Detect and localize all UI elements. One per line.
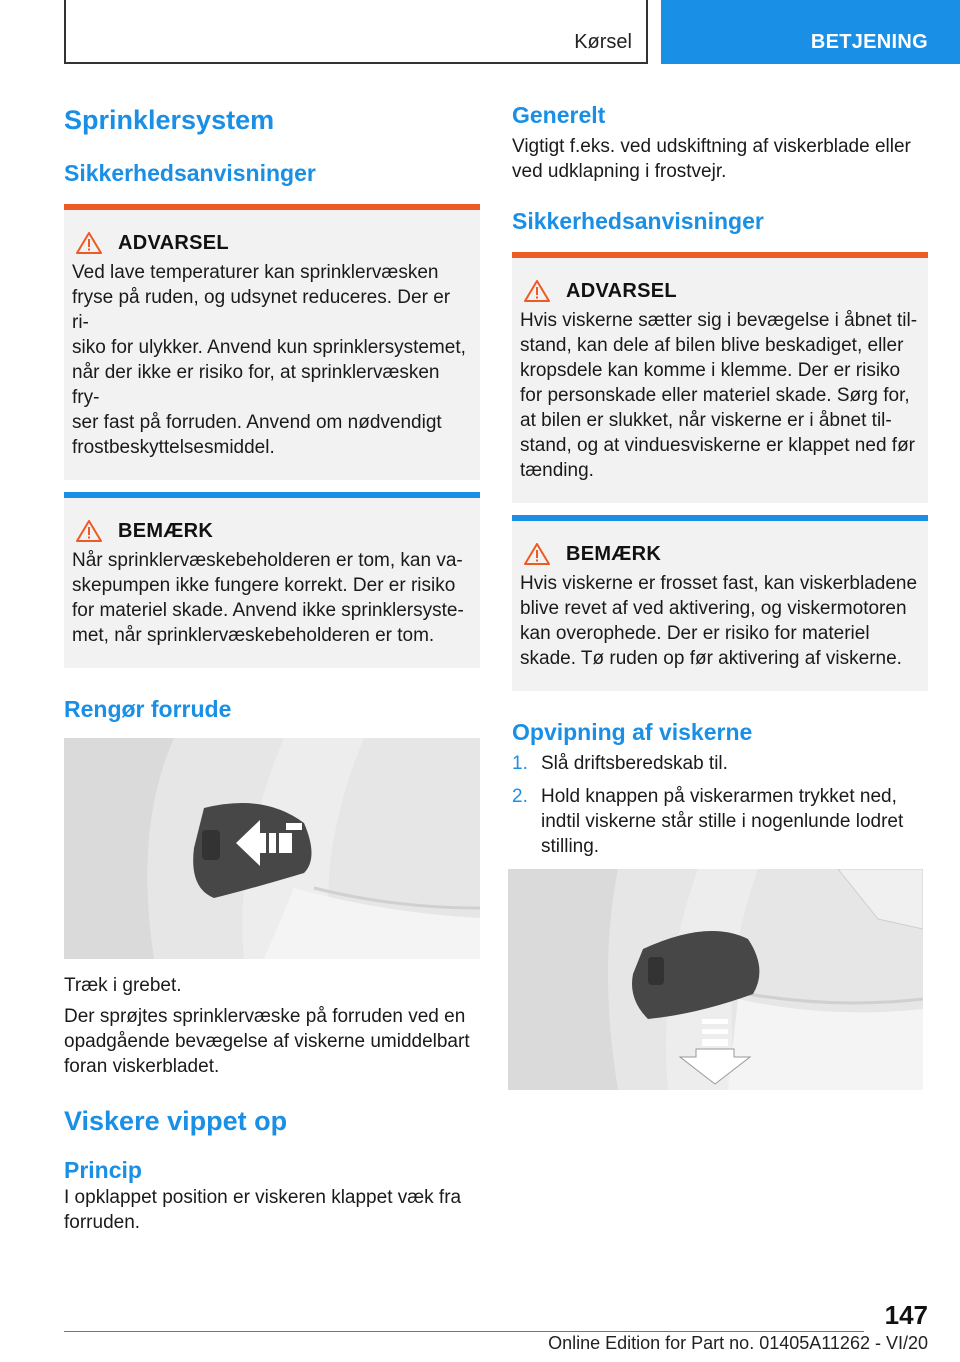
warning-line: Hvis viskerne sætter sig i bevægelse i åbnet til- bbox=[520, 310, 918, 331]
warning-line: stand, kan dele af bilen blive beskadiget, eller bbox=[520, 335, 904, 356]
clean-text-line: opadgående bevægelse af viskerne umiddelbart bbox=[64, 1031, 470, 1052]
clean-caption: Træk i grebet. bbox=[64, 975, 182, 996]
principle-text-line: forruden. bbox=[64, 1212, 141, 1233]
note-line: Hvis viskerne er frosset fast, kan viskerbladene bbox=[520, 573, 918, 594]
warning-line: når der ikke er risiko for, at sprinklervæsken fry- bbox=[72, 362, 440, 408]
left-column bbox=[64, 100, 480, 1235]
header-section-box bbox=[64, 0, 648, 64]
wiper-lever-press-photo bbox=[508, 869, 923, 1090]
note-line: met, når sprinklervæskebeholderen er tom. bbox=[72, 625, 435, 646]
warning-notice-right bbox=[512, 252, 928, 503]
warning-line: Ved lave temperaturer kan sprinklervæsken bbox=[72, 262, 439, 283]
page-number: 147 bbox=[884, 1300, 928, 1330]
warning-line: for personskade eller materiel skade. Sørg for, bbox=[520, 385, 910, 406]
step-number: 1. bbox=[512, 753, 528, 774]
warning-title: ADVARSEL bbox=[566, 279, 677, 302]
note-line: Når sprinklervæskebeholderen er tom, kan va- bbox=[72, 550, 463, 571]
warning-triangle-icon bbox=[524, 280, 550, 302]
note-line: skade. Tø ruden op før aktivering af viskerne. bbox=[520, 648, 902, 669]
note-notice-right bbox=[512, 515, 928, 691]
warning-triangle-icon bbox=[524, 543, 550, 565]
warning-line: stand, og at vinduesviskerne er klappet ned før bbox=[520, 435, 916, 456]
clean-text-line: Der sprøjtes sprinklervæske på forruden ved en bbox=[64, 1006, 466, 1027]
step-item bbox=[512, 784, 928, 859]
warning-line: siko for ulykker. Anvend kun sprinklersystemet, bbox=[72, 337, 466, 358]
principle-heading: Princip bbox=[64, 1157, 142, 1183]
page-title: Sprinklersystem bbox=[64, 105, 275, 135]
step-text-line: Hold knappen på viskerarmen trykket ned, bbox=[541, 786, 897, 807]
general-text-line: ved udklapning i frostvejr. bbox=[512, 161, 727, 182]
wiper-press-illustration bbox=[508, 869, 923, 1090]
step-text-line: stilling. bbox=[541, 836, 600, 857]
step-number: 2. bbox=[512, 786, 528, 807]
warning-notice-left bbox=[64, 204, 480, 480]
note-line: blive revet af ved aktivering, og viskermotoren bbox=[520, 598, 907, 619]
note-line: kan overophede. Der er risiko for materiel bbox=[520, 623, 870, 644]
step-text-line: Slå driftsberedskab til. bbox=[541, 753, 728, 774]
safety-heading-left: Sikkerhedsanvisninger bbox=[64, 160, 316, 186]
warning-line: at bilen er slukket, når viskerne er i åbnet til- bbox=[520, 410, 892, 431]
note-notice-left bbox=[64, 492, 480, 668]
steps-list bbox=[512, 751, 928, 859]
header-chapter-tab bbox=[661, 0, 960, 64]
header-section-label: Kørsel bbox=[574, 31, 632, 53]
footer-divider bbox=[64, 1331, 864, 1332]
principle-text-line: I opklappet position er viskeren klappet væk fra bbox=[64, 1187, 462, 1208]
warning-line: ser fast på forruden. Anvend om nødvendigt bbox=[72, 412, 442, 433]
note-title: BEMÆRK bbox=[566, 542, 662, 565]
safety-heading-right: Sikkerhedsanvisninger bbox=[512, 208, 764, 234]
header-chapter-label: BETJENING bbox=[810, 31, 928, 53]
clean-text-line: foran viskerbladet. bbox=[64, 1056, 220, 1077]
wiper-lever-pull-photo bbox=[64, 738, 480, 959]
footer-edition: Online Edition for Part no. 01405A11262 - VI/20 bbox=[548, 1333, 928, 1353]
right-column bbox=[512, 100, 928, 1090]
warning-triangle-icon bbox=[76, 520, 102, 542]
general-text-line: Vigtigt f.eks. ved udskiftning af viskerblade eller bbox=[512, 136, 911, 157]
warning-title: ADVARSEL bbox=[118, 231, 229, 254]
note-line: skepumpen ikke fungere korrekt. Der er risiko bbox=[72, 575, 456, 596]
step-item bbox=[512, 751, 928, 776]
note-title: BEMÆRK bbox=[118, 519, 214, 542]
clean-windshield-heading: Rengør forrude bbox=[64, 696, 232, 722]
note-line: for materiel skade. Anvend ikke sprinklersyste- bbox=[72, 600, 464, 621]
wiper-lever-illustration bbox=[64, 738, 480, 959]
tilted-wipers-heading: Viskere vippet op bbox=[64, 1106, 288, 1136]
warning-line: tænding. bbox=[520, 460, 594, 481]
warning-triangle-icon bbox=[76, 232, 102, 254]
step-text-line: indtil viskerne står stille i nogenlunde lodret bbox=[541, 811, 904, 832]
warning-line: kropsdele kan komme i klemme. Der er risiko bbox=[520, 360, 901, 381]
fold-wipers-heading: Opvipning af viskerne bbox=[512, 719, 753, 745]
warning-line: fryse på ruden, og udsynet reduceres. Der er ri- bbox=[72, 287, 451, 333]
warning-line: frostbeskyttelsesmiddel. bbox=[72, 437, 275, 458]
general-heading: Generelt bbox=[512, 102, 606, 128]
